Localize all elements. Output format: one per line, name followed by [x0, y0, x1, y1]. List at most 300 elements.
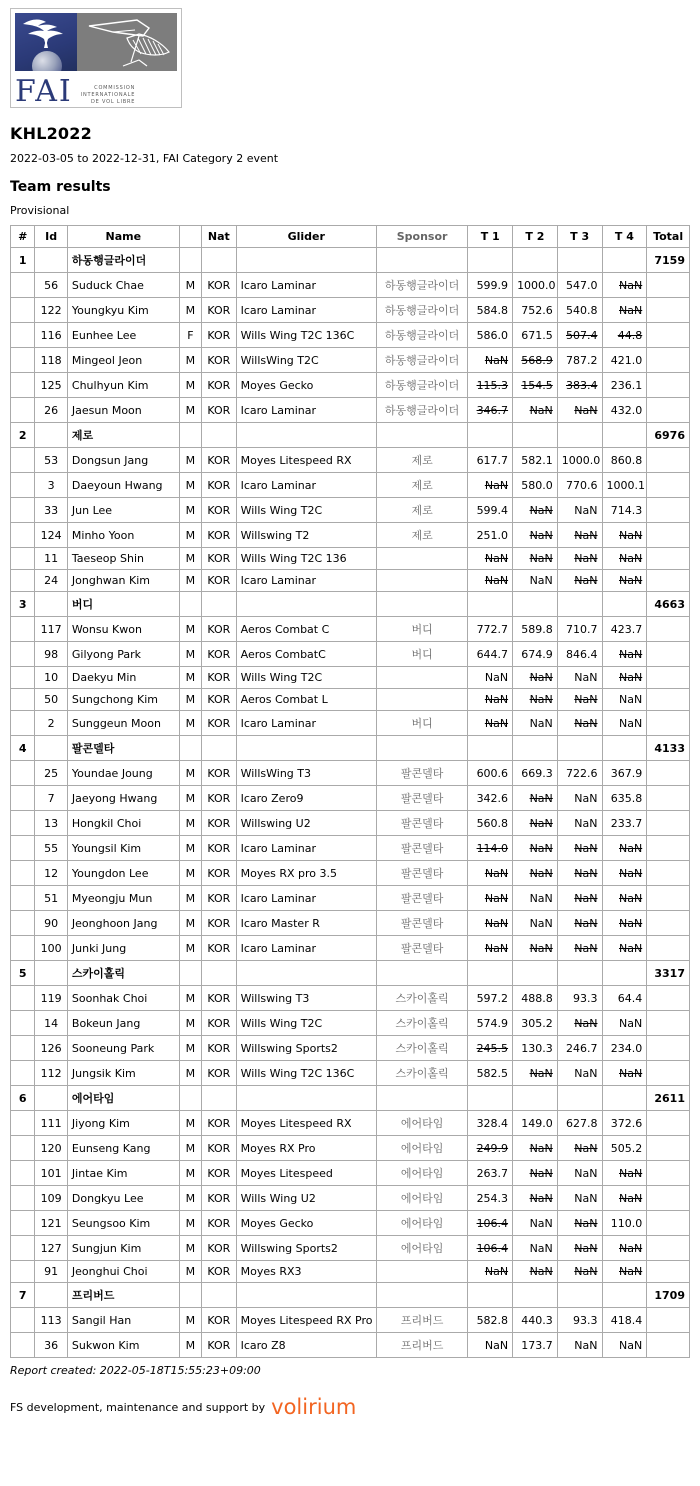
pilot-nat: KOR — [202, 786, 237, 811]
pilot-glider: Willswing Sports2 — [236, 1236, 376, 1261]
pilot-sex: M — [179, 373, 201, 398]
event-subtitle: 2022-03-05 to 2022-12-31, FAI Category 2 event — [10, 152, 279, 165]
pilot-name: Wonsu Kwon — [67, 617, 179, 642]
pilot-row — [11, 786, 690, 811]
team-row — [11, 961, 690, 986]
pilot-name: Youngsil Kim — [67, 836, 179, 861]
pilot-score-t1: NaN — [468, 711, 513, 736]
pilot-name: Sunggeun Moon — [67, 711, 179, 736]
pilot-score-t3: NaN — [557, 836, 602, 861]
team-results-table — [10, 225, 690, 1358]
pilot-nat: KOR — [202, 298, 237, 323]
hang-glider-icon — [83, 16, 177, 68]
pilot-score-t3: NaN — [557, 689, 602, 711]
pilot-id: 91 — [35, 1261, 68, 1283]
pilot-row — [11, 1036, 690, 1061]
pilot-sponsor: 버디 — [376, 642, 467, 667]
team-nat — [202, 1086, 237, 1111]
pilot-score-t1: 574.9 — [468, 1011, 513, 1036]
credit-line — [10, 1397, 690, 1418]
fai-commission-line1: COMMISSION — [94, 85, 136, 91]
pilot-score-t3: NaN — [557, 1236, 602, 1261]
pilot-score-t3: NaN — [557, 1161, 602, 1186]
pilot-score-t1: 586.0 — [468, 323, 513, 348]
pilot-score-t4: 110.0 — [602, 1211, 647, 1236]
pilot-rank — [11, 1136, 35, 1161]
team-rank: 7 — [11, 1283, 35, 1308]
pilot-row — [11, 1136, 690, 1161]
pilot-row — [11, 570, 690, 592]
pilot-rank — [11, 1333, 35, 1358]
pilot-row — [11, 1308, 690, 1333]
pilot-score-t3: 846.4 — [557, 642, 602, 667]
pilot-score-t2: 674.9 — [513, 642, 558, 667]
pilot-score-t3: NaN — [557, 1261, 602, 1283]
pilot-sex: M — [179, 711, 201, 736]
pilot-name: Dongkyu Lee — [67, 1186, 179, 1211]
pilot-name: Jintae Kim — [67, 1161, 179, 1186]
pilot-name: Eunhee Lee — [67, 323, 179, 348]
pilot-glider: WillsWing T2C — [236, 348, 376, 373]
team-sponsor — [376, 592, 467, 617]
pilot-row — [11, 711, 690, 736]
pilot-row — [11, 986, 690, 1011]
pilot-id: 113 — [35, 1308, 68, 1333]
pilot-score-t2: 488.8 — [513, 986, 558, 1011]
pilot-glider: Moyes RX Pro — [236, 1136, 376, 1161]
pilot-id: 112 — [35, 1061, 68, 1086]
pilot-id: 11 — [35, 548, 68, 570]
pilot-total — [647, 348, 690, 373]
pilot-score-t2: NaN — [513, 936, 558, 961]
pilot-total — [647, 1036, 690, 1061]
team-total: 7159 — [647, 248, 690, 273]
pilot-name: Bokeun Jang — [67, 1011, 179, 1036]
credit-text: FS development, maintenance and support by — [10, 1401, 266, 1414]
pilot-nat: KOR — [202, 1333, 237, 1358]
pilot-total — [647, 786, 690, 811]
fai-logo-artwork — [15, 13, 177, 71]
table-header — [11, 226, 690, 248]
pilot-score-t4: NaN — [602, 689, 647, 711]
team-total: 4133 — [647, 736, 690, 761]
pilot-sponsor: 하동행글라이더 — [376, 373, 467, 398]
pilot-score-t1: NaN — [468, 689, 513, 711]
column-header-id: Id — [35, 226, 68, 248]
pilot-sex: M — [179, 911, 201, 936]
pilot-total — [647, 498, 690, 523]
pilot-score-t3: NaN — [557, 667, 602, 689]
pilot-glider: Willswing T2 — [236, 523, 376, 548]
pilot-total — [647, 617, 690, 642]
pilot-row — [11, 498, 690, 523]
pilot-score-t1: 772.7 — [468, 617, 513, 642]
pilot-row — [11, 836, 690, 861]
pilot-glider: Icaro Laminar — [236, 886, 376, 911]
team-t1 — [468, 423, 513, 448]
pilot-glider: Moyes Litespeed RX Pro — [236, 1308, 376, 1333]
pilot-nat: KOR — [202, 1308, 237, 1333]
column-header-glider: Glider — [236, 226, 376, 248]
pilot-id: 24 — [35, 570, 68, 592]
pilot-id: 101 — [35, 1161, 68, 1186]
pilot-rank — [11, 498, 35, 523]
team-id — [35, 248, 68, 273]
pilot-score-t1: NaN — [468, 548, 513, 570]
pilot-score-t2: NaN — [513, 711, 558, 736]
pilot-nat: KOR — [202, 936, 237, 961]
pilot-total — [647, 667, 690, 689]
pilot-score-t2: 305.2 — [513, 1011, 558, 1036]
pilot-score-t1: NaN — [468, 348, 513, 373]
pilot-sex: M — [179, 836, 201, 861]
pilot-score-t4: 1000.1 — [602, 473, 647, 498]
pilot-row — [11, 473, 690, 498]
pilot-rank — [11, 1261, 35, 1283]
pilot-nat: KOR — [202, 1111, 237, 1136]
pilot-score-t1: 263.7 — [468, 1161, 513, 1186]
pilot-id: 119 — [35, 986, 68, 1011]
pilot-score-t1: 599.9 — [468, 273, 513, 298]
team-t4 — [602, 1086, 647, 1111]
pilot-nat: KOR — [202, 1136, 237, 1161]
pilot-rank — [11, 1308, 35, 1333]
pilot-total — [647, 548, 690, 570]
pilot-name: Sooneung Park — [67, 1036, 179, 1061]
pilot-total — [647, 1236, 690, 1261]
pilot-score-t4: NaN — [602, 1236, 647, 1261]
pilot-row — [11, 861, 690, 886]
pilot-rank — [11, 1061, 35, 1086]
pilot-name: Eunseng Kang — [67, 1136, 179, 1161]
pilot-score-t3: NaN — [557, 786, 602, 811]
pilot-score-t4: NaN — [602, 886, 647, 911]
pilot-total — [647, 1261, 690, 1283]
pilot-score-t3: NaN — [557, 570, 602, 592]
pilot-id: 118 — [35, 348, 68, 373]
pilot-score-t3: 540.8 — [557, 298, 602, 323]
pilot-rank — [11, 1011, 35, 1036]
pilot-sponsor: 팔콘델타 — [376, 861, 467, 886]
pilot-score-t3: NaN — [557, 711, 602, 736]
pilot-id: 124 — [35, 523, 68, 548]
pilot-rank — [11, 642, 35, 667]
pilot-score-t4: NaN — [602, 1061, 647, 1086]
pilot-nat: KOR — [202, 473, 237, 498]
pilot-glider: Moyes Litespeed RX — [236, 448, 376, 473]
pilot-rank — [11, 986, 35, 1011]
pilot-id: 56 — [35, 273, 68, 298]
pilot-score-t2: 669.3 — [513, 761, 558, 786]
pilot-nat: KOR — [202, 1061, 237, 1086]
pilot-nat: KOR — [202, 911, 237, 936]
pilot-score-t3: 547.0 — [557, 273, 602, 298]
column-header-t3: T 3 — [557, 226, 602, 248]
pilot-sex: M — [179, 986, 201, 1011]
pilot-sex: M — [179, 1161, 201, 1186]
pilot-nat: KOR — [202, 689, 237, 711]
pilot-score-t2: 149.0 — [513, 1111, 558, 1136]
pilot-sponsor: 에어타임 — [376, 1161, 467, 1186]
team-t2 — [513, 423, 558, 448]
pilot-id: 98 — [35, 642, 68, 667]
pilot-rank — [11, 523, 35, 548]
pilot-glider: WillsWing T3 — [236, 761, 376, 786]
pilot-score-t1: NaN — [468, 936, 513, 961]
pilot-score-t2: NaN — [513, 1161, 558, 1186]
pilot-sponsor — [376, 548, 467, 570]
pilot-glider: Willswing Sports2 — [236, 1036, 376, 1061]
column-header-t1: T 1 — [468, 226, 513, 248]
pilot-nat: KOR — [202, 761, 237, 786]
pilot-name: Youngdon Lee — [67, 861, 179, 886]
pilot-glider: Wills Wing T2C 136C — [236, 1061, 376, 1086]
team-total: 3317 — [647, 961, 690, 986]
pilot-total — [647, 811, 690, 836]
team-name: 팔콘델타 — [67, 736, 179, 761]
team-t2 — [513, 592, 558, 617]
pilot-score-t3: NaN — [557, 1211, 602, 1236]
pilot-row — [11, 911, 690, 936]
pilot-name: Gilyong Park — [67, 642, 179, 667]
pilot-nat: KOR — [202, 642, 237, 667]
team-row — [11, 248, 690, 273]
team-total: 4663 — [647, 592, 690, 617]
pilot-score-t2: 130.3 — [513, 1036, 558, 1061]
pilot-id: 25 — [35, 761, 68, 786]
pilot-row — [11, 617, 690, 642]
pilot-score-t1: 115.3 — [468, 373, 513, 398]
pilot-name: Chulhyun Kim — [67, 373, 179, 398]
pilot-score-t1: 582.8 — [468, 1308, 513, 1333]
pilot-rank — [11, 886, 35, 911]
team-nat — [202, 248, 237, 273]
pilot-sex: M — [179, 348, 201, 373]
pilot-sex: M — [179, 1308, 201, 1333]
pilot-row — [11, 667, 690, 689]
pilot-sex: M — [179, 1333, 201, 1358]
pilot-score-t3: 787.2 — [557, 348, 602, 373]
pilot-score-t4: NaN — [602, 273, 647, 298]
pilot-id: 121 — [35, 1211, 68, 1236]
pilot-sponsor: 팔콘델타 — [376, 836, 467, 861]
pilot-score-t2: 582.1 — [513, 448, 558, 473]
team-sponsor — [376, 248, 467, 273]
team-t4 — [602, 592, 647, 617]
pilot-name: Jeonghoon Jang — [67, 911, 179, 936]
pilot-sponsor: 하동행글라이더 — [376, 348, 467, 373]
pilot-sponsor: 하동행글라이더 — [376, 273, 467, 298]
team-t3 — [557, 423, 602, 448]
pilot-sponsor: 하동행글라이더 — [376, 298, 467, 323]
pilot-score-t2: NaN — [513, 836, 558, 861]
column-header-name: Name — [67, 226, 179, 248]
pilot-sponsor: 하동행글라이더 — [376, 398, 467, 423]
pilot-nat: KOR — [202, 1236, 237, 1261]
pilot-glider: Icaro Zero9 — [236, 786, 376, 811]
pilot-score-t2: 589.8 — [513, 617, 558, 642]
pilot-score-t2: NaN — [513, 689, 558, 711]
team-rank: 4 — [11, 736, 35, 761]
pilot-row — [11, 298, 690, 323]
team-name: 하동행글라이더 — [67, 248, 179, 273]
pilot-sponsor: 제로 — [376, 523, 467, 548]
fai-logo — [10, 8, 182, 108]
pilot-score-t1: 600.6 — [468, 761, 513, 786]
pilot-score-t4: NaN — [602, 1261, 647, 1283]
pilot-id: 50 — [35, 689, 68, 711]
pilot-total — [647, 523, 690, 548]
pilot-id: 7 — [35, 786, 68, 811]
team-sponsor — [376, 736, 467, 761]
pilot-score-t4: 234.0 — [602, 1036, 647, 1061]
pilot-rank — [11, 473, 35, 498]
pilot-glider: Willswing T3 — [236, 986, 376, 1011]
pilot-id: 125 — [35, 373, 68, 398]
pilot-score-t1: 114.0 — [468, 836, 513, 861]
team-t4 — [602, 248, 647, 273]
team-rank: 1 — [11, 248, 35, 273]
team-id — [35, 1283, 68, 1308]
pilot-sex: M — [179, 761, 201, 786]
pilot-rank — [11, 298, 35, 323]
pilot-glider: Icaro Laminar — [236, 273, 376, 298]
pilot-sponsor: 버디 — [376, 711, 467, 736]
pilot-nat: KOR — [202, 570, 237, 592]
pilot-sponsor: 스카이홀릭 — [376, 1061, 467, 1086]
pilot-score-t3: NaN — [557, 1011, 602, 1036]
pilot-rank — [11, 448, 35, 473]
pilot-glider: Icaro Laminar — [236, 836, 376, 861]
pilot-sex: M — [179, 523, 201, 548]
pilot-name: Jaesun Moon — [67, 398, 179, 423]
team-t3 — [557, 736, 602, 761]
pilot-id: 10 — [35, 667, 68, 689]
pilot-sponsor: 에어타임 — [376, 1211, 467, 1236]
pilot-glider: Wills Wing T2C 136 — [236, 548, 376, 570]
team-sex — [179, 961, 201, 986]
pilot-id: 53 — [35, 448, 68, 473]
pilot-row — [11, 1236, 690, 1261]
pilot-score-t2: 154.5 — [513, 373, 558, 398]
pilot-nat: KOR — [202, 667, 237, 689]
pilot-score-t1: NaN — [468, 911, 513, 936]
team-t1 — [468, 1283, 513, 1308]
pilot-glider: Moyes RX pro 3.5 — [236, 861, 376, 886]
pilot-score-t3: NaN — [557, 886, 602, 911]
pilot-id: 100 — [35, 936, 68, 961]
pilot-total — [647, 1061, 690, 1086]
pilot-sex: M — [179, 548, 201, 570]
pilot-nat: KOR — [202, 1036, 237, 1061]
pilot-nat: KOR — [202, 323, 237, 348]
team-rank: 6 — [11, 1086, 35, 1111]
pilot-id: 55 — [35, 836, 68, 861]
pilot-score-t1: 249.9 — [468, 1136, 513, 1161]
pilot-id: 12 — [35, 861, 68, 886]
pilot-rank — [11, 570, 35, 592]
pilot-rank — [11, 1036, 35, 1061]
pilot-name: Myeongju Mun — [67, 886, 179, 911]
team-id — [35, 961, 68, 986]
pilot-score-t4: NaN — [602, 1333, 647, 1358]
pilot-name: Sukwon Kim — [67, 1333, 179, 1358]
pilot-name: Daekyu Min — [67, 667, 179, 689]
team-nat — [202, 1283, 237, 1308]
pilot-glider: Moyes RX3 — [236, 1261, 376, 1283]
pilot-glider: Wills Wing T2C — [236, 1011, 376, 1036]
pilot-row — [11, 1186, 690, 1211]
pilot-score-t4: 505.2 — [602, 1136, 647, 1161]
pilot-score-t4: NaN — [602, 1186, 647, 1211]
column-header-t2: T 2 — [513, 226, 558, 248]
pilot-sponsor: 프리버드 — [376, 1308, 467, 1333]
team-t4 — [602, 736, 647, 761]
pilot-row — [11, 886, 690, 911]
pilot-score-t2: 580.0 — [513, 473, 558, 498]
pilot-sponsor: 팔콘델타 — [376, 786, 467, 811]
pilot-score-t3: 246.7 — [557, 1036, 602, 1061]
pilot-name: Sungjun Kim — [67, 1236, 179, 1261]
pilot-rank — [11, 373, 35, 398]
pilot-rank — [11, 1161, 35, 1186]
pilot-score-t3: NaN — [557, 811, 602, 836]
pilot-score-t3: 710.7 — [557, 617, 602, 642]
pilot-row — [11, 1061, 690, 1086]
pilot-rank — [11, 711, 35, 736]
team-name: 에어타임 — [67, 1086, 179, 1111]
pilot-total — [647, 642, 690, 667]
pilot-score-t2: NaN — [513, 811, 558, 836]
pilot-score-t4: NaN — [602, 298, 647, 323]
team-sex — [179, 592, 201, 617]
pilot-sex: M — [179, 886, 201, 911]
pilot-score-t1: 597.2 — [468, 986, 513, 1011]
pilot-name: Hongkil Choi — [67, 811, 179, 836]
team-row — [11, 1283, 690, 1308]
pilot-rank — [11, 1211, 35, 1236]
team-rank: 5 — [11, 961, 35, 986]
pilot-score-t3: NaN — [557, 1186, 602, 1211]
pilot-score-t3: NaN — [557, 398, 602, 423]
pilot-sex: M — [179, 1036, 201, 1061]
pilot-row — [11, 761, 690, 786]
pilot-rank — [11, 836, 35, 861]
volirium-logo: volirium — [271, 1395, 357, 1419]
pilot-score-t3: NaN — [557, 1061, 602, 1086]
team-t1 — [468, 961, 513, 986]
pilot-score-t2: 568.9 — [513, 348, 558, 373]
pilot-score-t4: NaN — [602, 836, 647, 861]
team-nat — [202, 961, 237, 986]
pilot-score-t4: NaN — [602, 936, 647, 961]
team-glider — [236, 736, 376, 761]
pilot-sex: F — [179, 323, 201, 348]
pilot-total — [647, 1186, 690, 1211]
pilot-row — [11, 398, 690, 423]
pilot-glider: Wills Wing T2C 136C — [236, 323, 376, 348]
pilot-id: 111 — [35, 1111, 68, 1136]
pilot-score-t1: NaN — [468, 861, 513, 886]
pilot-score-t2: NaN — [513, 1136, 558, 1161]
pilot-name: Youngkyu Kim — [67, 298, 179, 323]
pilot-score-t4: NaN — [602, 711, 647, 736]
pilot-score-t4: NaN — [602, 548, 647, 570]
team-total: 1709 — [647, 1283, 690, 1308]
pilot-glider: Icaro Laminar — [236, 711, 376, 736]
pilot-row — [11, 373, 690, 398]
pilot-id: 109 — [35, 1186, 68, 1211]
